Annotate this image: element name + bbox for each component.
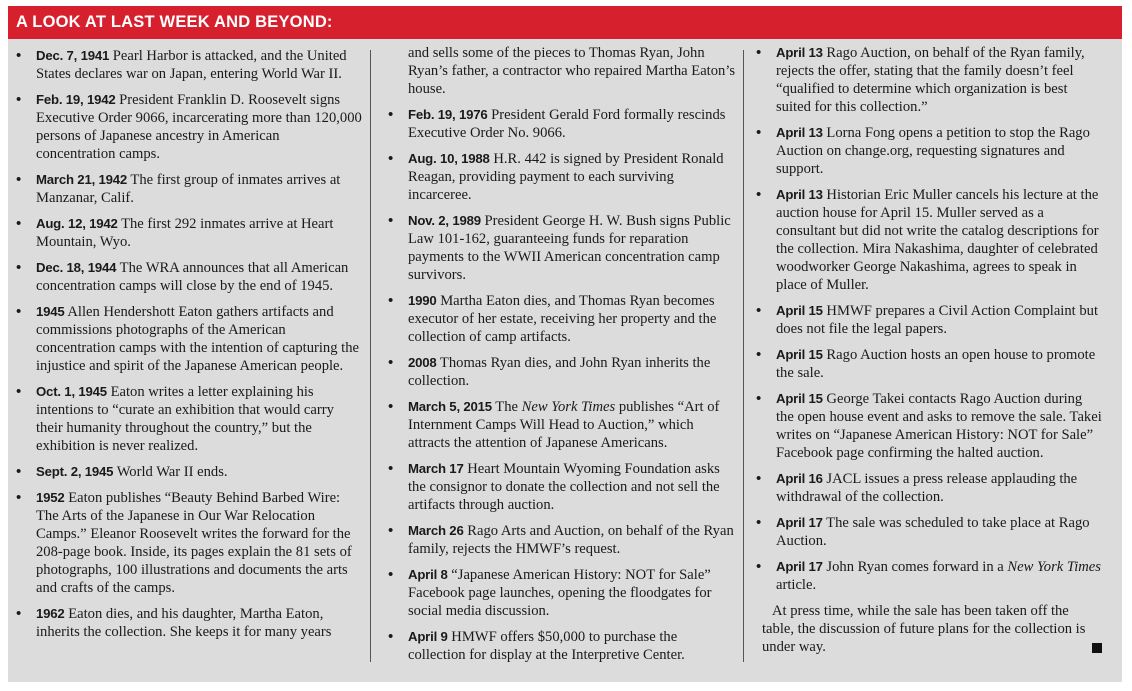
timeline-date: 2008 (408, 355, 437, 370)
timeline-text: The first group of inmates arrives at Manzanar, Calif. (36, 172, 341, 206)
timeline-list (382, 44, 738, 664)
timeline-item (10, 171, 362, 207)
timeline-date: April 13 (776, 187, 823, 202)
timeline-text: Pearl Harbor is attacked, and the United States declares war on Japan, entering World War II. (36, 48, 347, 82)
timeline-date: April 17 (776, 559, 823, 574)
timeline-item (750, 470, 1102, 506)
timeline-item (10, 383, 362, 455)
timeline-text: President George H. W. Bush signs Public Law 101-162, guaranteeing funds for reparation payments to the WWII American concentration camp survivors. (408, 213, 731, 283)
closing-note (750, 602, 1102, 656)
timeline-item (750, 514, 1102, 550)
timeline-text: “Japanese American History: NOT for Sale” Facebook page launches, opening the floodgates for social media discussion. (408, 567, 712, 619)
timeline-date: April 15 (776, 303, 823, 318)
timeline-text: Rago Auction hosts an open house to promote the sale. (776, 347, 1096, 381)
end-mark-icon (1092, 643, 1102, 653)
timeline-text: Allen Hendershott Eaton gathers artifacts and commissions photographs of the American concentration camps with the intention of capturing the injustice and spirit of the Japanese American people. (36, 304, 359, 374)
timeline-item (750, 390, 1102, 462)
timeline-text: publishes “Art of Internment Camps Will Head to Auction,” which attracts the attention of Japanese Americans. (408, 399, 720, 451)
timeline-column-1 (10, 47, 362, 649)
timeline-text: Eaton dies, and his daughter, Martha Eaton, inherits the collection. She keeps it for many years (36, 606, 332, 640)
timeline-item (750, 302, 1102, 338)
timeline-date: April 17 (776, 515, 823, 530)
section-header: A LOOK AT LAST WEEK AND BEYOND: (8, 6, 1122, 39)
timeline-text: The (491, 399, 522, 415)
timeline-item (750, 186, 1102, 294)
timeline-text: Rago Auction, on behalf of the Ryan family, rejects the offer, stating that the family doesn’t feel “qualified to determine which organization is best suited for this collection.” (776, 45, 1085, 115)
timeline-date: 1952 (36, 490, 65, 505)
timeline-date: April 15 (776, 347, 823, 362)
timeline-date: 1945 (36, 304, 65, 319)
timeline-item (382, 628, 738, 664)
timeline-text: Eaton writes a letter explaining his intentions to “curate an exhibition that would carry their humanity throughout the country,” but the exhibition is never realized. (36, 384, 334, 454)
timeline-item (750, 124, 1102, 178)
closing-text: At press time, while the sale has been taken off the table, the discussion of future plans for the collection is under way. (762, 603, 1086, 655)
timeline-item (382, 522, 738, 558)
timeline-text: Historian Eric Muller cancels his lecture at the auction house for April 15. Muller served as a consultant but did not write the catalog descriptions for the collection. Mira Nakashima, daughter of celebrated woodworker George Nakashima, agrees to speak in place of Muller. (776, 187, 1099, 293)
timeline-date: Feb. 19, 1976 (408, 107, 488, 122)
timeline-date: 1990 (408, 293, 437, 308)
timeline-item (382, 212, 738, 284)
timeline-item-continuation: and sells some of the pieces to Thomas Ryan, John Ryan’s father, a contractor who repaired Martha Eaton’s house. (408, 45, 736, 97)
timeline-column-2 (382, 44, 738, 672)
timeline-text: JACL issues a press release applauding the withdrawal of the collection. (776, 471, 1078, 505)
timeline-text: article. (776, 577, 817, 593)
timeline-text: Lorna Fong opens a petition to stop the Rago Auction on change.org, requesting signatures and support. (776, 125, 1090, 177)
timeline-date: March 26 (408, 523, 464, 538)
timeline-date: April 13 (776, 45, 823, 60)
timeline-item (10, 463, 362, 481)
timeline-item (10, 47, 362, 83)
timeline-text: John Ryan comes forward in a (822, 559, 1008, 575)
timeline-date: Dec. 18, 1944 (36, 260, 117, 275)
timeline-item (382, 460, 738, 514)
timeline-date: March 5, 2015 (408, 399, 492, 414)
timeline-item (750, 44, 1102, 116)
timeline-item (382, 354, 738, 390)
timeline-text: HMWF offers $50,000 to purchase the collection for display at the Interpretive Center. (408, 629, 685, 663)
timeline-text: H.R. 442 is signed by President Ronald Reagan, providing payment to each surviving incarceree. (408, 151, 724, 203)
timeline-text: George Takei contacts Rago Auction during the open house event and asks to remove the sale. Takei writes on “Japanese American History: NOT for Sale” Facebook page confirming the halted auction. (776, 391, 1102, 461)
timeline-text: Rago Arts and Auction, on behalf of the Ryan family, rejects the HMWF’s request. (408, 523, 734, 557)
timeline-item (10, 91, 362, 163)
timeline-item (10, 489, 362, 597)
timeline-date: Aug. 10, 1988 (408, 151, 490, 166)
timeline-text: President Gerald Ford formally rescinds Executive Order No. 9066. (408, 107, 726, 141)
timeline-item (10, 605, 362, 641)
timeline-date: Aug. 12, 1942 (36, 216, 118, 231)
timeline-item (382, 292, 738, 346)
timeline-date: March 17 (408, 461, 464, 476)
column-divider (370, 50, 371, 662)
timeline-text: HMWF prepares a Civil Action Complaint but does not file the legal papers. (776, 303, 1099, 337)
timeline-date: 1962 (36, 606, 65, 621)
timeline-list (10, 47, 362, 641)
timeline-text: Heart Mountain Wyoming Foundation asks the consignor to donate the collection and not sell the artifacts through auction. (408, 461, 720, 513)
timeline-date: April 15 (776, 391, 823, 406)
timeline-text: Eaton publishes “Beauty Behind Barbed Wire: The Arts of the Japanese in Our War Relocation Camps.” Eleanor Roosevelt writes the forward for the 208-page book. Inside, its pages explain the 81 sets of photographs, 100 illustrations and documents the arts and crafts of the camps. (36, 490, 352, 596)
timeline-item (382, 150, 738, 204)
timeline-date: April 13 (776, 125, 823, 140)
timeline-text: Martha Eaton dies, and Thomas Ryan becomes executor of her estate, receiving her property and the collection of camp artifacts. (408, 293, 717, 345)
column-divider (743, 50, 744, 662)
timeline-date: Feb. 19, 1942 (36, 92, 116, 107)
timeline-text: The first 292 inmates arrive at Heart Mountain, Wyo. (36, 216, 334, 250)
timeline-date: Sept. 2, 1945 (36, 464, 114, 479)
timeline-date: Nov. 2, 1989 (408, 213, 481, 228)
timeline-item (382, 398, 738, 452)
timeline-date: April 9 (408, 629, 448, 644)
timeline-date: Oct. 1, 1945 (36, 384, 107, 399)
timeline-item (750, 346, 1102, 382)
timeline-text: President Franklin D. Roosevelt signs Executive Order 9066, incarcerating more than 120,000 persons of Japanese ancestry in American concentration camps. (36, 92, 362, 162)
timeline-text: World War II ends. (113, 464, 228, 480)
timeline-date: April 16 (776, 471, 823, 486)
publication-title: New York Times (1007, 559, 1101, 575)
timeline-date: March 21, 1942 (36, 172, 128, 187)
timeline-text: The WRA announces that all American concentration camps will close by the end of 1945. (36, 260, 349, 294)
timeline-item (382, 106, 738, 142)
timeline-date: Dec. 7, 1941 (36, 48, 110, 63)
timeline-item (10, 303, 362, 375)
timeline-text: The sale was scheduled to take place at Rago Auction. (776, 515, 1090, 549)
timeline-item (382, 566, 738, 620)
timeline-column-3 (750, 44, 1102, 656)
publication-title: New York Times (521, 399, 616, 415)
timeline-item (10, 259, 362, 295)
timeline-list (750, 44, 1102, 594)
timeline-item (10, 215, 362, 251)
timeline-date: April 8 (408, 567, 448, 582)
timeline-item (750, 558, 1102, 594)
timeline-text: Thomas Ryan dies, and John Ryan inherits the collection. (408, 355, 711, 389)
